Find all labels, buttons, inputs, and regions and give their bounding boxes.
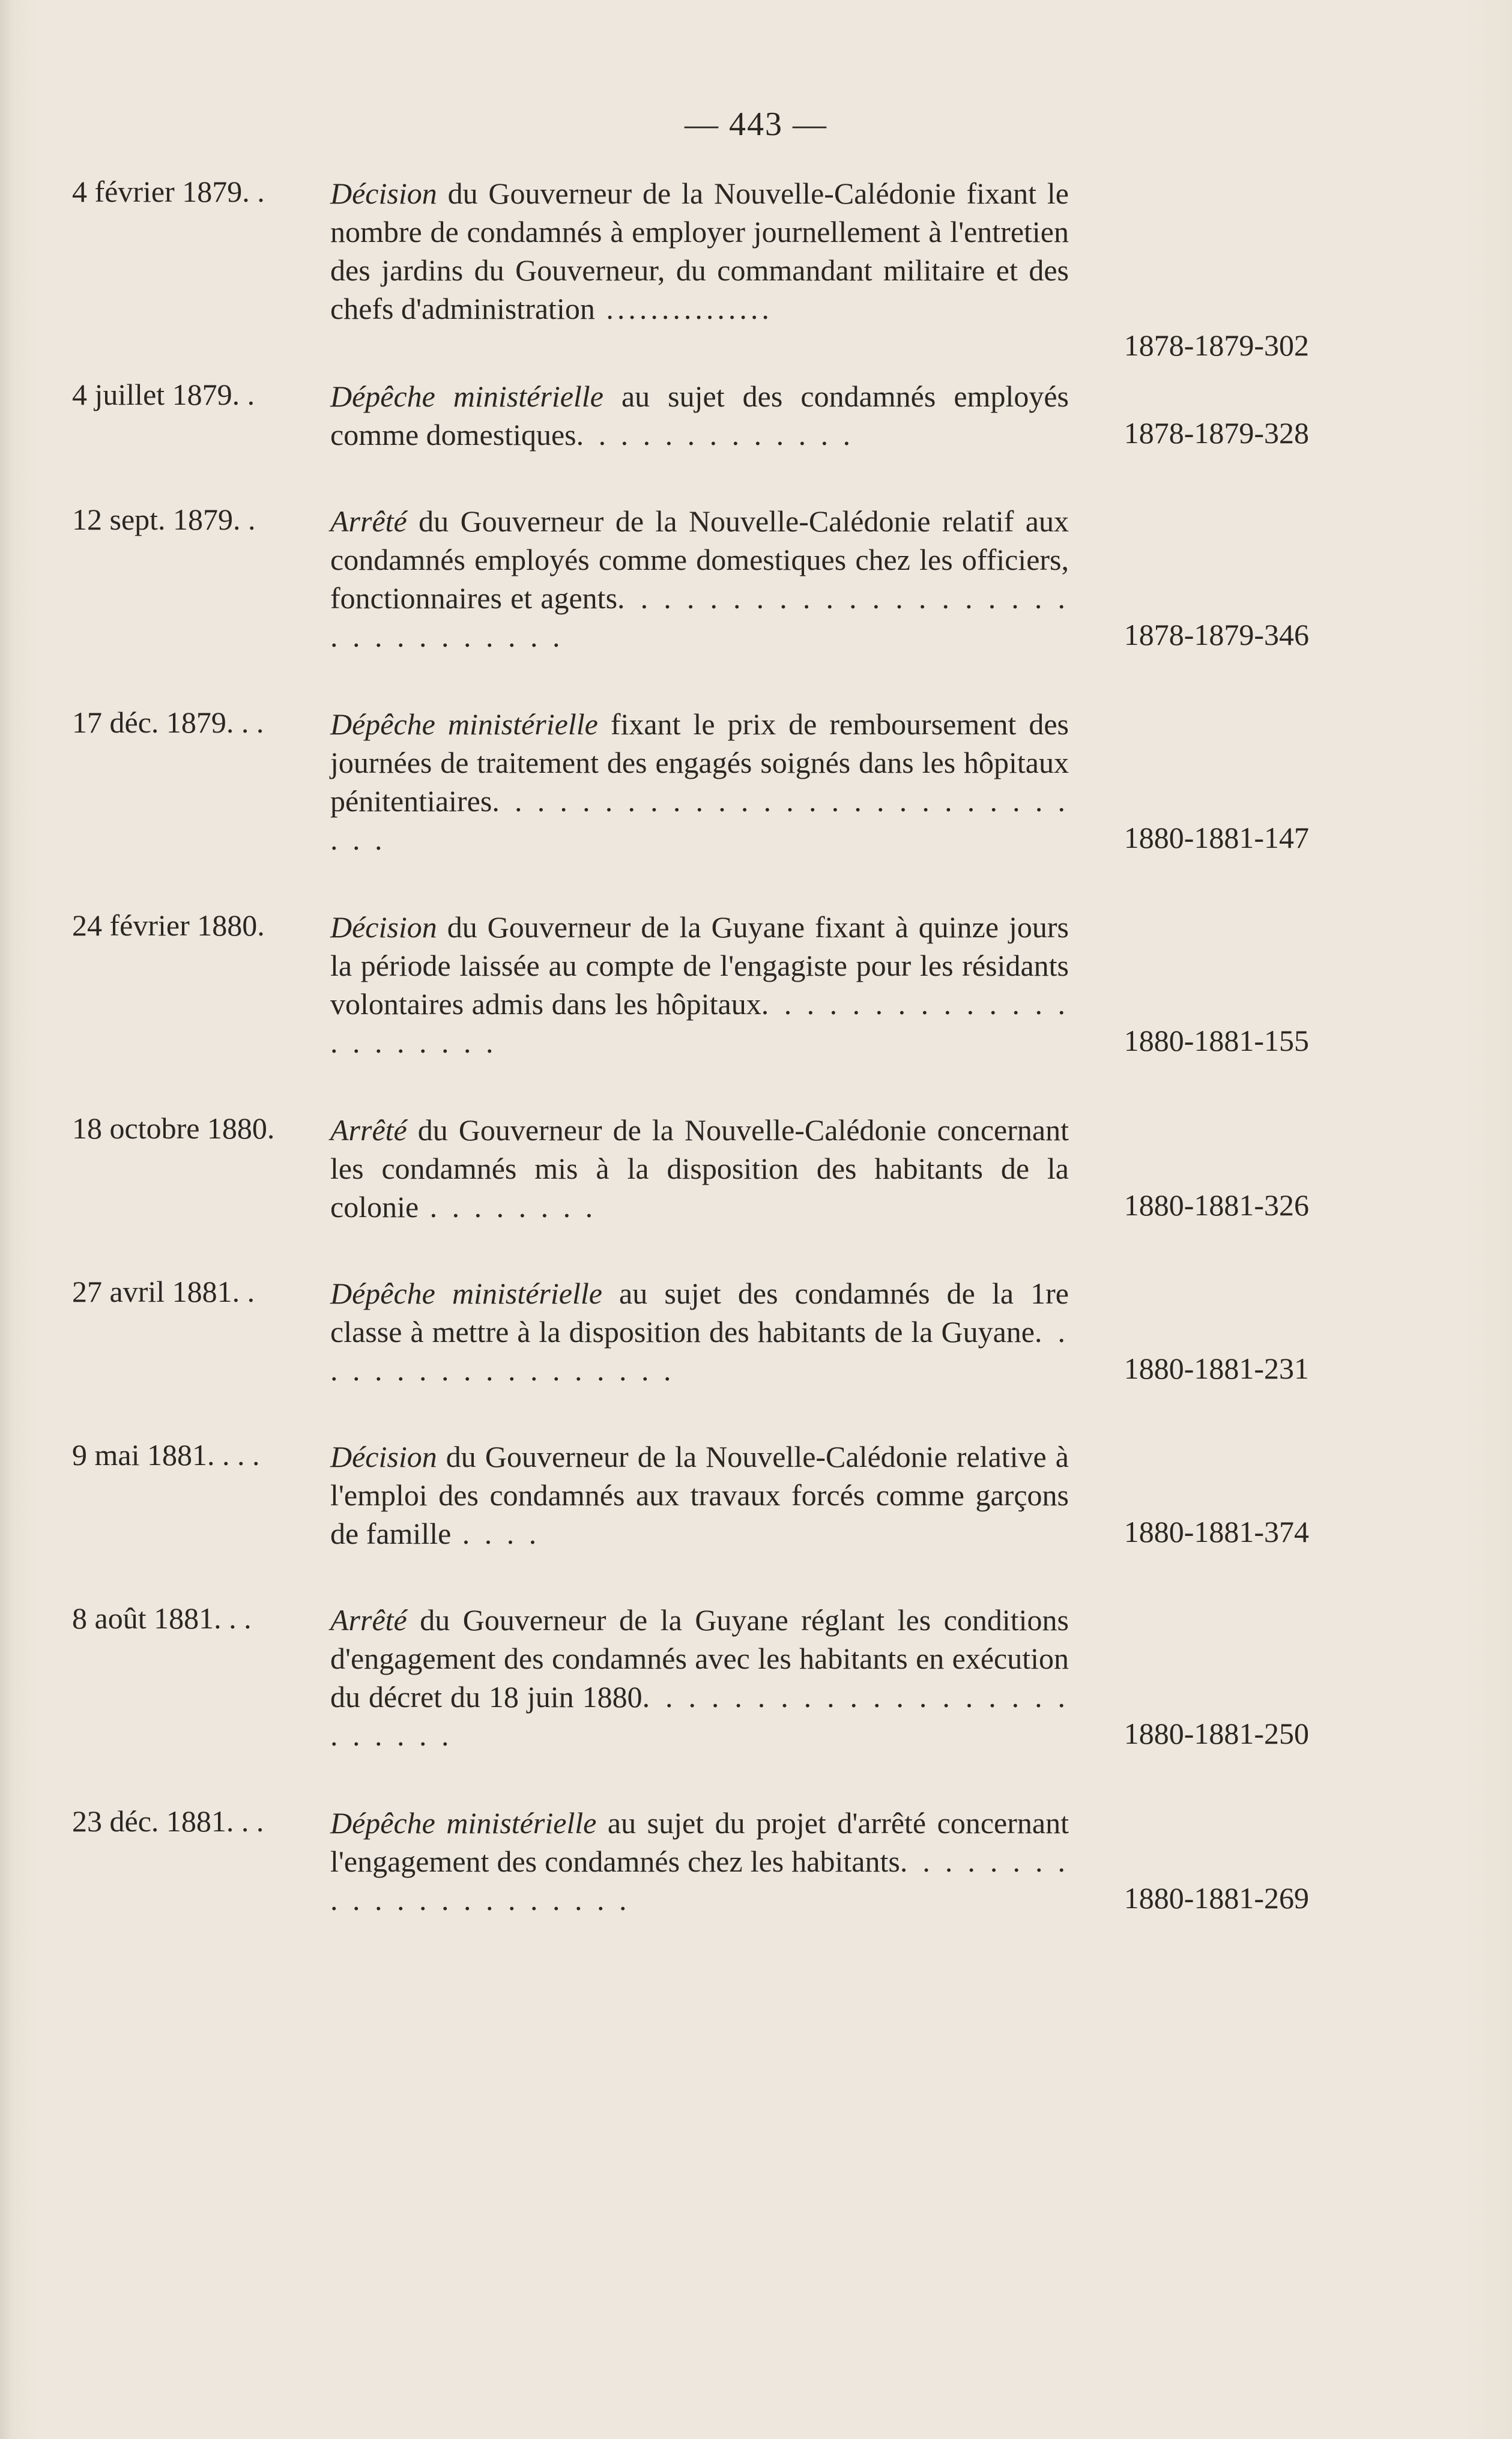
entry-type: Dépêche ministérielle (330, 707, 598, 741)
entry-type: Arrêté (330, 504, 407, 538)
entry-reference: 1880-1881-374 (1123, 1515, 1309, 1549)
entry-text: Dépêche ministérielle au sujet des condamnés employés comme domestiques. . . . . . . . . . . . . (330, 379, 1069, 452)
entry-date: 4 juillet 1879. . (72, 378, 255, 411)
entry-date: 4 février 1879. . (72, 175, 265, 208)
entry-date: 8 août 1881. . . (72, 1601, 252, 1635)
entry-type: Décision (330, 1440, 437, 1473)
entry-reference: 1880-1881-250 (1123, 1717, 1309, 1750)
list-item (72, 1437, 1309, 1601)
entry-reference: 1880-1881-155 (1123, 1024, 1309, 1057)
entry-date: 9 mai 1881. . . . (72, 1438, 260, 1472)
entry-type: Décision (330, 910, 437, 944)
entry-reference: 1878-1879-328 (1123, 416, 1309, 450)
entry-type: Décision (330, 177, 437, 210)
entry-text: Dépêche ministérielle au sujet des condamnés de la 1re classe à mettre à la disposition des habitants de la Guyane. . . . . . . . . . . . . . . . . . (330, 1277, 1069, 1387)
entry-text: Arrêté du Gouverneur de la Nouvelle-Calédonie relatif aux condamnés employés comme domestiques chez les officiers, fonctionnaires et agents. . . . . . . . . . . . . . . . . . . . . . . . . . . . . . . (330, 504, 1069, 653)
entry-reference: 1880-1881-231 (1123, 1352, 1309, 1385)
list-item (72, 1111, 1309, 1274)
entry-type: Arrêté (330, 1603, 407, 1637)
entry-type: Arrêté (330, 1113, 407, 1147)
entry-text: Arrêté du Gouverneur de la Guyane réglant les conditions d'engagement des condamnés avec les habitants en exécution du décret du 18 juin 1880. . . . . . . . . . . . . . . . . . . . . . . . . (330, 1603, 1069, 1752)
entry-reference: 1880-1881-269 (1123, 1881, 1309, 1915)
entry-reference: 1878-1879-302 (1123, 328, 1309, 362)
entry-date: 18 octobre 1880. (72, 1111, 275, 1145)
page-number: — 443 — (685, 106, 827, 143)
entry-text: Dépêche ministérielle fixant le prix de remboursement des journées de traitement des engagés soignés dans les hôpitaux pénitentiaires. . . . . . . . . . . . . . . . . . . . . . . . . . . . . (330, 707, 1069, 856)
entry-type: Dépêche ministérielle (330, 1806, 597, 1840)
entry-text: Décision du Gouverneur de la Nouvelle-Calédonie fixant le nombre de condamnés à employer journellement à l'entretien des jardins du Gouverneur, du commandant militaire et des chefs d'administration ............... (330, 177, 1069, 325)
list-item (72, 705, 1309, 908)
entry-text: Décision du Gouverneur de la Guyane fixant à quinze jours la période laissée au compte de l'engagiste pour les résidants volontaires admis dans les hôpitaux. . . . . . . . . . . . . . . . . . . . . . (330, 910, 1069, 1059)
list-item (72, 502, 1309, 705)
entry-reference: 1880-1881-326 (1123, 1188, 1309, 1222)
entry-date: 17 déc. 1879. . . (72, 706, 264, 739)
list-item (72, 174, 1309, 377)
list-item (72, 1804, 1309, 1967)
entry-text: Décision du Gouverneur de la Nouvelle-Calédonie relative à l'emploi des condamnés aux travaux forcés comme garçons de famille . . . . (330, 1440, 1069, 1550)
entry-reference: 1880-1881-147 (1123, 821, 1309, 854)
entry-date: 12 sept. 1879. . (72, 503, 256, 536)
list-item (72, 908, 1309, 1111)
entry-type: Dépêche ministérielle (330, 379, 603, 413)
entry-text: Arrêté du Gouverneur de la Nouvelle-Calédonie concernant les condamnés mis à la disposition des habitants de la colonie . . . . . . . . (330, 1113, 1069, 1224)
entry-list (72, 174, 1309, 1967)
list-item (72, 1274, 1309, 1437)
entry-text: Dépêche ministérielle au sujet du projet d'arrêté concernant l'engagement des condamnés chez les habitants. . . . . . . . . . . . . . . . . . . . . . (330, 1806, 1069, 1917)
list-item (72, 1601, 1309, 1804)
list-item (72, 377, 1309, 502)
entry-date: 23 déc. 1881. . . (72, 1804, 264, 1838)
entry-date: 24 février 1880. (72, 908, 265, 942)
entry-date: 27 avril 1881. . (72, 1275, 255, 1308)
entry-type: Dépêche ministérielle (330, 1277, 602, 1310)
entry-reference: 1878-1879-346 (1123, 618, 1309, 651)
